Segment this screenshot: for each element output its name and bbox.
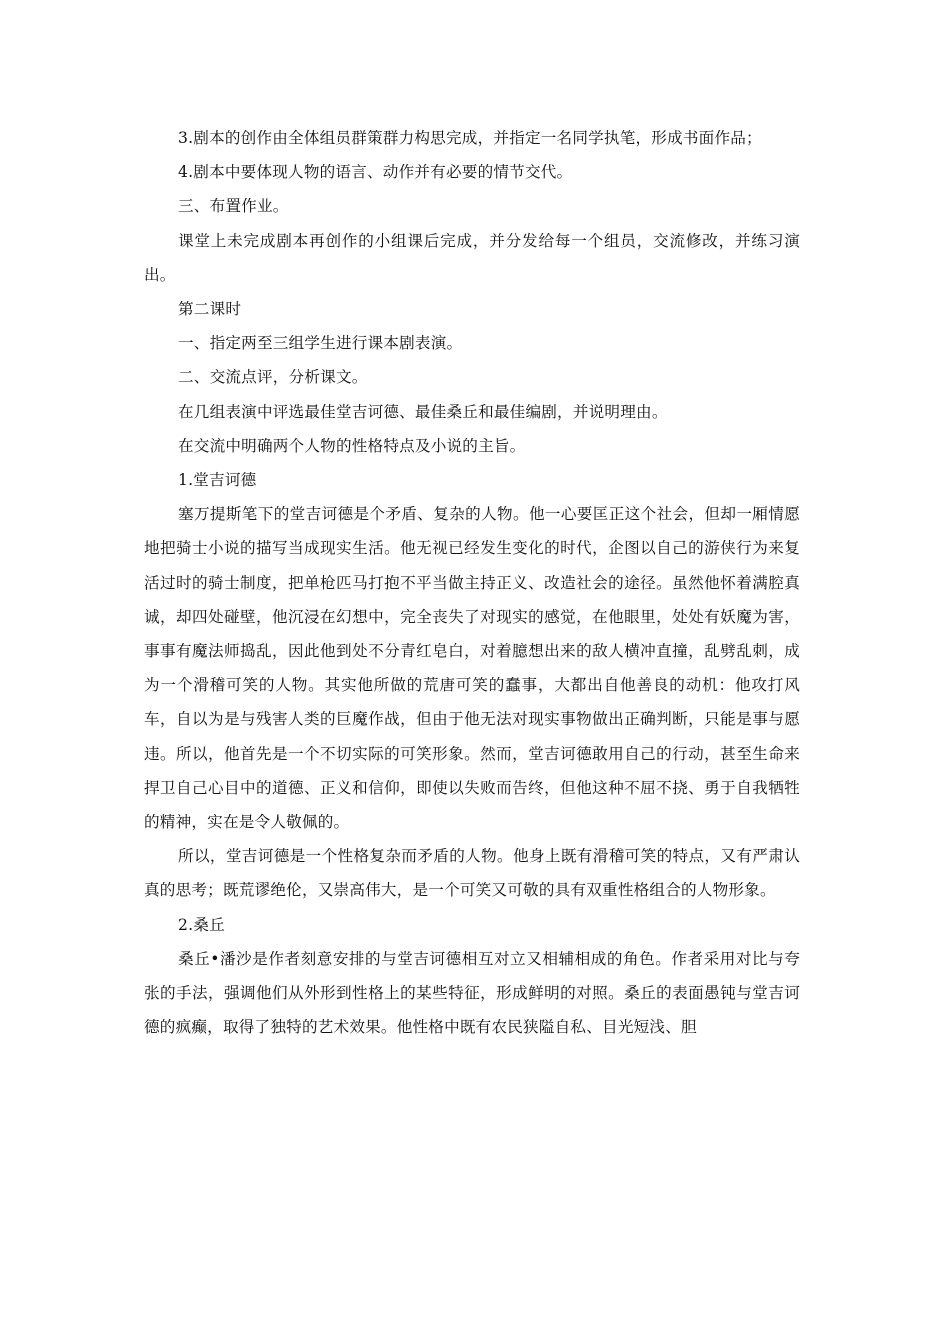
heading-sancho: 2.桑丘 bbox=[178, 915, 225, 934]
paragraph-don-quixote-summary: 所以，堂吉诃德是一个性格复杂而矛盾的人物。他身上既有滑稽可笑的特点，又有严肃认真的思考；既荒谬绝伦，又崇高伟大，是一个可笑又可敬的具有双重性格组合的人物形象。 bbox=[144, 847, 800, 900]
paragraph-script-requirements: 4.剧本中要体现人物的语言、动作并有必要的情节交代。 bbox=[178, 163, 573, 182]
heading-homework: 三、布置作业。 bbox=[178, 197, 289, 216]
heading-don-quixote: 1.堂吉诃德 bbox=[178, 471, 257, 490]
heading-second-lesson: 第二课时 bbox=[178, 300, 242, 319]
document-body bbox=[144, 121, 800, 1044]
heading-discussion: 二、交流点评，分析课文。 bbox=[178, 368, 368, 387]
paragraph-sancho-analysis: 桑丘•潘沙是作者刻意安排的与堂吉诃德相互对立又相辅相成的角色。作者采用对比与夸张的手法，强调他们从外形到性格上的某些特征，形成鲜明的对照。桑丘的表面愚钝与堂吉诃德的疯癫，取得了独特的艺术效果。他性格中既有农民狭隘自私、目光短浅、胆 bbox=[144, 949, 800, 1037]
paragraph-homework: 课堂上未完成剧本再创作的小组课后完成，并分发给每一个组员，交流修改，并练习演出。 bbox=[144, 231, 800, 284]
paragraph-script-creation: 3.剧本的创作由全体组员群策群力构思完成，并指定一名同学执笔，形成书面作品； bbox=[178, 129, 762, 147]
paragraph-theme: 在交流中明确两个人物的性格特点及小说的主旨。 bbox=[178, 436, 526, 455]
heading-performance: 一、指定两至三组学生进行课本剧表演。 bbox=[178, 334, 463, 353]
paragraph-selection: 在几组表演中评选最佳堂吉诃德、最佳桑丘和最佳编剧，并说明理由。 bbox=[178, 402, 668, 421]
paragraph-don-quixote-analysis: 塞万提斯笔下的堂吉诃德是个矛盾、复杂的人物。他一心要匡正这个社会，但却一厢情愿地把骑士小说的描写当成现实生活。他无视已经发生变化的时代，企图以自己的游侠行为来复活过时的骑士制度，把单枪匹马打抱不平当做主持正义、改造社会的途径。虽然他怀着满腔真诚，却四处碰壁，他沉浸在幻想中，完全丧失了对现实的感觉，在他眼里，处处有妖魔为害，事事有魔法师捣乱，因此他到处不分青红皂白，对着臆想出来的敌人横冲直撞，乱劈乱刺，成为一个滑稽可笑的人物。其实他所做的荒唐可笑的蠢事，大都出自他善良的动机：他攻打风车，自以为是与残害人类的巨魔作战，但由于他无法对现实事物做出正确判断，只能是事与愿违。所以，他首先是一个不切实际的可笑形象。然而，堂吉诃德敢用自己的行动，甚至生命来捍卫自己心目中的道德、正义和信仰，即使以失败而告终，但他这种不屈不挠、勇于自我牺牲的精神，实在是令人敬佩的。 bbox=[144, 505, 800, 832]
